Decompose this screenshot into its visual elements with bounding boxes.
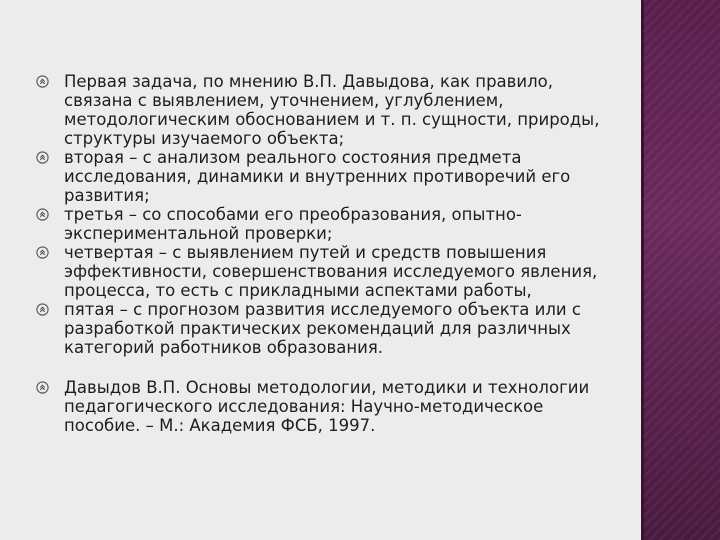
stripe-edge xyxy=(641,0,644,540)
reference-item xyxy=(36,378,616,435)
list-item-text: третья – со способами его преобразования, опытно-экспериментальной проверки; xyxy=(64,205,522,243)
bullet-list xyxy=(36,72,616,435)
circled-chevron-icon xyxy=(36,75,49,88)
list-item-text: Первая задача, по мнению В.П. Давыдова, как правило, связана с выявлением, уточнением, углублением, методологическим обоснованием и т. п. сущности, природы, структуры изучаемого объекта; xyxy=(64,72,600,148)
list-item xyxy=(36,72,616,148)
list-item xyxy=(36,300,616,357)
circled-chevron-icon xyxy=(36,303,49,316)
list-item xyxy=(36,243,616,300)
list-item-text: четвертая – с выявлением путей и средств повышения эффективности, совершенствования исследуемого явления, процесса, то есть с прикладными аспектами работы, xyxy=(64,243,598,300)
list-item xyxy=(36,148,616,205)
list-item xyxy=(36,205,616,243)
circled-chevron-icon xyxy=(36,246,49,259)
list-item-text: вторая – с анализом реального состояния предмета исследования, динамики и внутренних противоречий его развития; xyxy=(64,148,571,205)
circled-chevron-icon xyxy=(36,381,49,394)
circled-chevron-icon xyxy=(36,208,49,221)
stripe-texture xyxy=(644,0,720,540)
slide-content xyxy=(36,72,616,435)
circled-chevron-icon xyxy=(36,151,49,164)
reference-text: Давыдов В.П. Основы методологии, методики и технологии педагогического исследования: Научно-методическое пособие. – М.: Академия ФСБ, 1997. xyxy=(64,378,590,435)
list-item-text: пятая – с прогнозом развития исследуемого объекта или с разработкой практических рекомендаций для различных категорий работников образования. xyxy=(64,300,581,357)
